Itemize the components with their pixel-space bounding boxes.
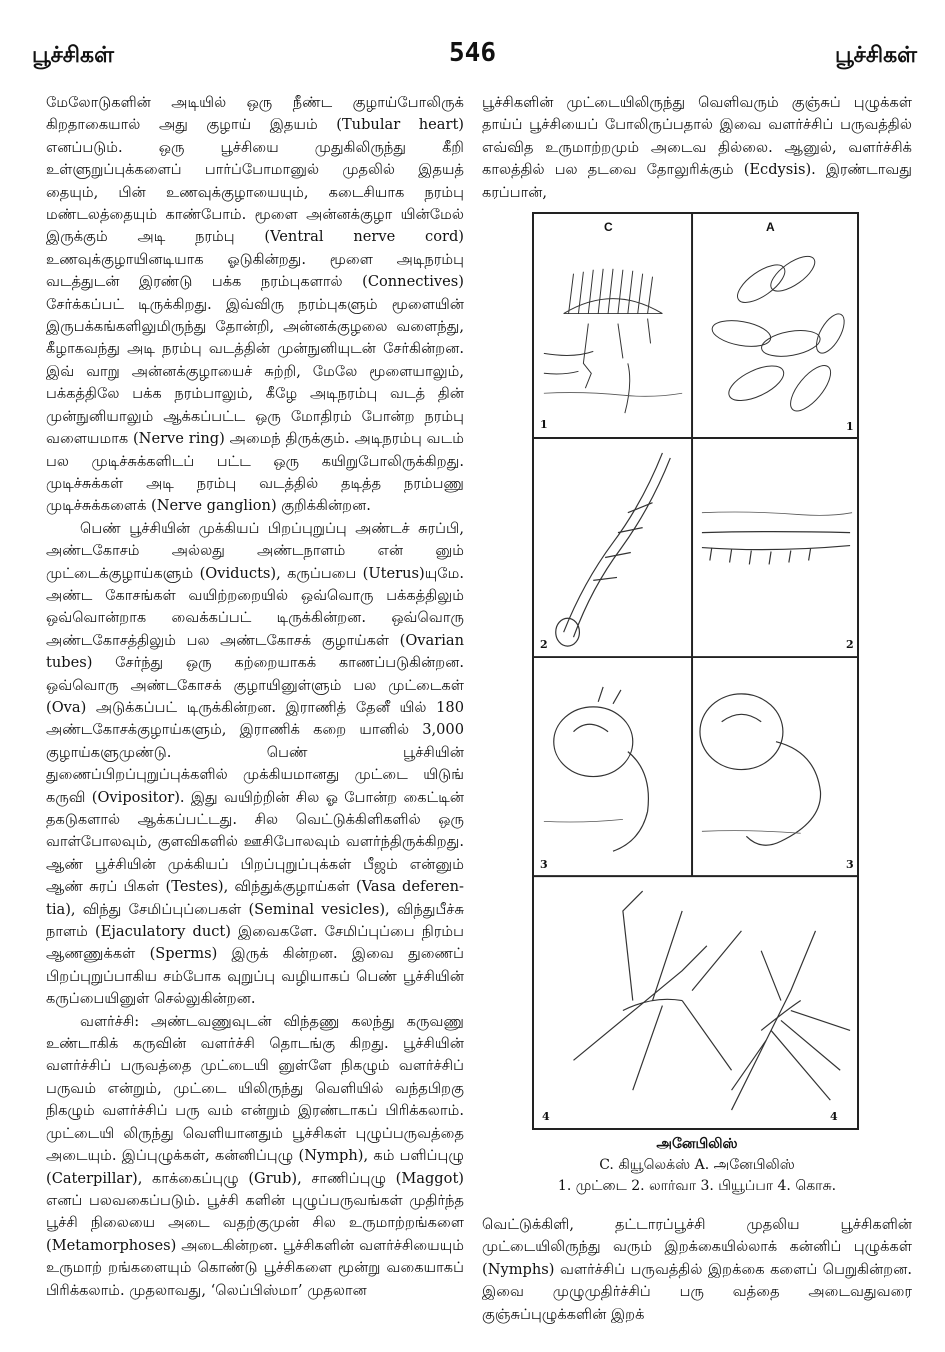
left-column [46,92,464,1302]
page-number: 546 [449,38,496,68]
figure-row-number: 3 [540,858,548,871]
figure-row-number: 4 [542,1110,550,1123]
right-column-top [482,92,912,204]
paragraph-growth: வளர்ச்சி: அண்டவணுவுடன் விந்தணு கலந்து கருவணு உண்டாகிக் கருவின் வளர்ச்சி தொடங்கு கிறது. பூச்சியின் வளர்ச்சிப் பருவத்தை முட்டையி னுள்ளே நிகழும் வளர்ச்சிப் பருவம் என்றும், முட்டை யிலிருந்து வெளியில் வந்தபிறகு நிகழும் வளர்ச்சிப் பரு வம் என்றும் இரண்டாகப் பிரிக்கலாம். முட்டையி லிருந்து வெளியானதும் பூச்சிகள் புழுப்பருவத்தை அடையும். இப்புழுக்கள், கன்னிப்புழு (Nymph), கம் பளிப்புழு (Caterpillar), காக்கைப்புழு (Grub), சாணிப்புழு (Maggot) எனப் பலவகைப்படும். பூச்சி களின் புழுப்பருவங்கள் முதிர்ந்த பூச்சி நிலையை அடை வதற்குமுன் சில உருமாற்றங்களை (Metamorphoses) அடைகின்றன. பூச்சிகளின் வளர்ச்சியையும் உருமாற் றங்களையும் கொண்டு பூச்சிகளை மூன்று வகையாகப் பிரிக்கலாம். முதலாவது, ‘லெப்பிஸ்மா’ முதலான [46,1012,464,1299]
running-head-left: பூச்சிகள் [32,42,114,68]
caption-title: அனேபிலிஸ் [656,1136,738,1152]
figure-label-a: A [766,220,775,234]
culex-larva-drawing [556,453,671,646]
page-header [0,38,945,78]
figure-row-number: 2 [540,638,548,651]
figure-label-c: C [604,220,613,234]
figure-row-number: 2 [846,638,854,651]
figure-row-number: 3 [846,858,854,871]
paragraph-reproductive-organs: பெண் பூச்சியின் முக்கியப் பிறப்புறுப்பு அண்டச் சுரப்பி, அண்டகோசம் அல்லது அண்டநாளம் என் னும் முட்டைக்குழாய்களும் (Oviducts), கருப்பபை (Uterus)யுமே. அண்ட கோசங்கள் வயிற்றறையில் ஒவ்வொரு பக்கத்திலும் ஒவ்வொன்றாக வைக்கப்பட் டிருக்கின்றன. ஒவ்வொரு அண்டகோசத்திலும் பல அண்டகோசக் குழாய்கள் (Ovarian tubes) சேர்ந்து ஒரு கற்றையாகக் காணப்படுகின்றன. ஒவ்வொரு அண்டகோசக் குழாயினுள்ளும் பல முட்டைகள் (Ova) அடுக்கப்பட் டிருக்கின்றன. இராணித் தேனீ யில் 180 அண்டகோசக்குழாய்களும், இராணிக் கறை யானில் 3,000 குழாய்களுமுண்டு. பெண் பூச்சியின் துணைப்பிறப்புறுப்புக்களில் முக்கியமானது முட்டை யிடுங் கருவி (Ovipositor). இது வயிற்றின் சில ஓ போன்ற கைட்டின் தகடுகளால் ஆக்கப்பட்டது. சில வெட்டுக்கிளிகளில் ஒரு வாள்போலவும், குளவிகளில் ஊசிபோலவும் வளர்ந்திருக்கிறது. ஆண் பூச்சியின் முக்கியப் பிறப்புறுப்புக்கள் பீஜம் என்னும் ஆண் சுரப் பிகள் (Testes), விந்துக்குழாய்கள் (Vasa deferen- tia), விந்து சேமிப்புப்பைகள் (Seminal vesicles), விந்துபீச்சு நாளம் (Ejaculatory duct) இவைகளே. சேமிப்புப்பை நிரம்ப ஆணணுக்கள் (Sperms) இருக் கின்றன. இவை துணைப் பிறப்புறுப்பாகிய சம்போக வுறுப்பு வழியாகப் பெண் பூச்சியின் கருப்பையினுள் செல்லுகின்றன. [46,519,464,1008]
right-column-bottom [482,1214,912,1326]
anopheles-pupa-drawing [700,694,821,845]
running-head-right: பூச்சிகள் [835,42,917,68]
adult-mosquitoes-drawing [574,891,851,1110]
caption-species: C. கியூலெக்ஸ் A. அனேபிலிஸ் [599,1157,795,1173]
figure-row-number: 4 [830,1110,838,1123]
paragraph-nervous-system: மேலோடுகளின் அடியில் ஒரு நீண்ட குழாய்போலிருக் கிறதாகையால் அது குழாய் இதயம் (Tubular heart) எனப்படும். ஒரு பூச்சியை முதுகிலிருந்து கீறி உள்ளுறுப்புக்களைப் பார்ப்போமானுல் முதலில் இதயத் தையும், பின் உணவுக்குழாயையும், கடைசியாக நரம்பு மண்டலத்தையும் காண்போம். மூளை அன்னக்குழா யின்மேல் இருக்கும் அடி நரம்பு (Ventral nerve cord) உணவுக்குழாயினடியாக ஓடுகின்றது. மூளை அடிநரம்பு வடத்துடன் இரண்டு பக்க நரம்புகளால் (Connectives) சேர்க்கப்பட் டிருக்கிறது. இவ்விரு நரம்புகளும் மூளையின் இருபக்கங்களிலுமிருந்து தோன்றி, அன்னக்குழலை வளைந்து, கீழாகவந்து அடி நரம்பு வடத்தின் முன்நுனியுடன் சேர்கின்றன. இவ் வாறு அன்னக்குழாயைச் சுற்றி, மேலே மூளையாலும், பக்கத்திலே பக்க நரம்பாலும், கீழே அடிநரம்பு வடத் தின் முன்நுனியாலும் ஆக்கப்பட்ட ஒரு மோதிரம் போன்ற நரம்பு வளையமாக (Nerve ring) அமைந் திருக்கும். அடிநரம்பு வடம் பல முடிச்சுக்களிடப் பட்ட ஒரு கயிறுபோலிருக்கிறது. முடிச்சுக்கள் அடி நரம்பு வடத்தில் தடித்த நரம்பணு முடிச்சுக்களைக் (Nerve ganglion) குறிக்கின்றன. [46,94,464,515]
figure-row-number: 1 [846,420,854,433]
lifecycle-illustration [534,214,857,1128]
paragraph-metamorphosis-intro: பூச்சிகளின் முட்டையிலிருந்து வெளிவரும் குஞ்சுப் புழுக்கள் தாய்ப் பூச்சியைப் போலிருப்பதால் இவை வளர்ச்சிப் பருவத்தில் எவ்வித உருமாற்றமும் அடைவ தில்லை. ஆனுல், வளர்ச்சிக் காலத்தில் பல தடவை தோலுரிக்கும் (Ecdysis). இரண்டாவது கரப்பான், [482,94,912,201]
mosquito-lifecycle-figure [532,212,859,1130]
caption-stages: 1. முட்டை 2. லார்வா 3. பியூப்பா 4. கொசு. [557,1178,837,1194]
figure-row-number: 1 [540,418,548,431]
paragraph-nymphs: வெட்டுக்கிளி, தட்டாரப்பூச்சி முதலிய பூச்சிகளின் முட்டையிலிருந்து வரும் இறக்கையில்லாக் கன்னிப் புழுக்கள் (Nymphs) வளர்ச்சிப் பருவத்தில் இறக்கை களைப் பெறுகின்றன. இவை முழுமுதிர்ச்சிப் பரு வத்தை அடைவதுவரை குஞ்சுப்புழுக்களின் இறக் [482,1216,912,1323]
figure-caption [482,1134,912,1197]
anopheles-eggs-drawing [710,250,850,417]
culex-pupa-drawing [554,687,649,851]
water-surface-lines [544,393,852,834]
culex-egg-raft-drawing [544,269,663,413]
anopheles-larva-drawing [702,532,850,565]
